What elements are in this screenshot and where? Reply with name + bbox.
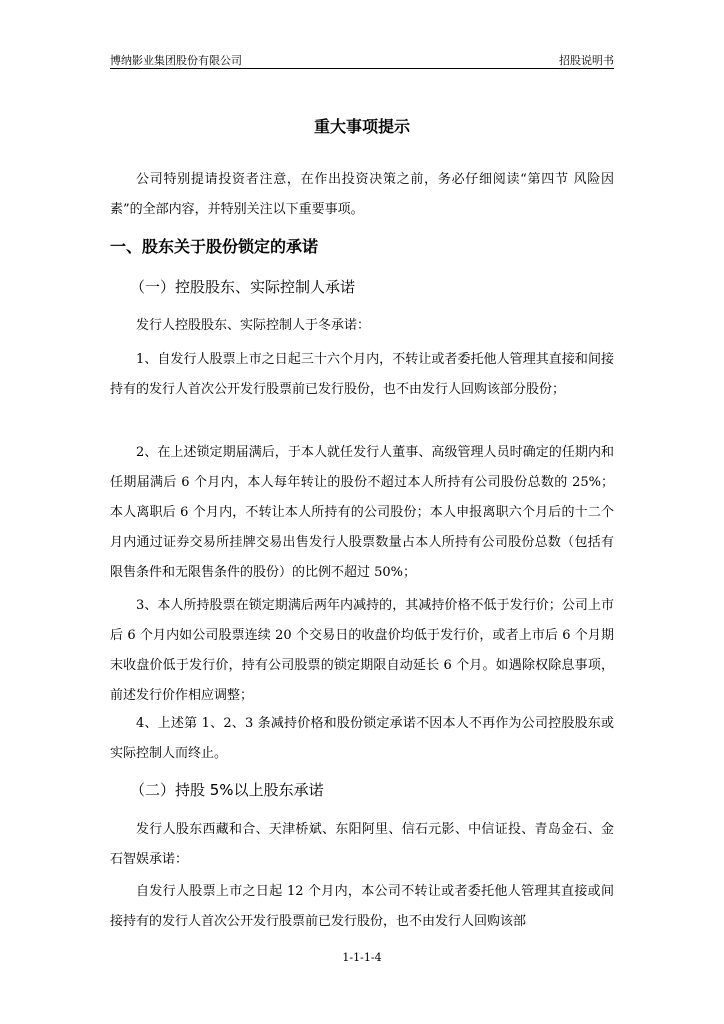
commitment-item-2: 2、在上述锁定期届满后，于本人就任发行人董事、高级管理人员时确定的任期内和任期届满后 6 个月内，本人每年转让的股份不超过本人所持有公司股份总数的 25%；本人离职后 6 个月内，不转让本人所持有的公司股份；本人申报离职六个月后的十二个月内通过证券交易所挂牌交易出售发行人股票数量占本人所持有公司股份总数（包括有限售条件和无限售条件的股份）的比例不超过 50%； — [110, 445, 614, 580]
header-doc-type: 招股说明书 — [559, 54, 614, 67]
section1-heading: 一、股东关于股份锁定的承诺 — [110, 237, 319, 256]
subsection1-heading: （一）控股股东、实际控制人承诺 — [130, 278, 356, 296]
subsection2-item: 自发行人股票上市之日起 12 个月内，本公司不转让或者委托他人管理其直接或间接持有的发行人首次公开发行股票前已发行股份，也不由发行人回购该部 — [110, 884, 614, 929]
intro-paragraph: 公司特别提请投资者注意，在作出投资决策之前，务必仔细阅读“第四节 风险因素”的全部内容，并特别关注以下重要事项。 — [110, 172, 614, 217]
subsection2-heading: （二）持股 5%以上股东承诺 — [130, 781, 324, 799]
commitment-item-3: 3、本人所持股票在锁定期满后两年内减持的，其减持价格不低于发行价；公司上市后 6 个月内如公司股票连续 20 个交易日的收盘价均低于发行价，或者上市后 6 个月期末收盘价低于发行价，持有公司股票的锁定期限自动延长 6 个月。如遇除权除息事项，前述发行价作相应调整； — [110, 598, 614, 703]
page-number: 1-1-1-4 — [342, 951, 382, 964]
subsection2-lead: 发行人股东西藏和合、天津桥斌、东阳阿里、信石元影、中信证投、青岛金石、金石智娱承诺： — [110, 822, 614, 867]
page-header — [110, 50, 614, 69]
commitment-item-4: 4、上述第 1、2、3 条减持价格和股份锁定承诺不因本人不再作为公司控股股东或实际控制人而终止。 — [110, 716, 614, 761]
subsection1-lead: 发行人控股股东、实际控制人于冬承诺： — [136, 318, 371, 333]
header-company: 博纳影业集团股份有限公司 — [110, 54, 242, 67]
page-title: 重大事项提示 — [313, 117, 410, 136]
commitment-item-1: 1、自发行人股票上市之日起三十六个月内，不转让或者委托他人管理其直接和间接持有的发行人首次公开发行股票前已发行股份，也不由发行人回购该部分股份； — [110, 352, 614, 397]
